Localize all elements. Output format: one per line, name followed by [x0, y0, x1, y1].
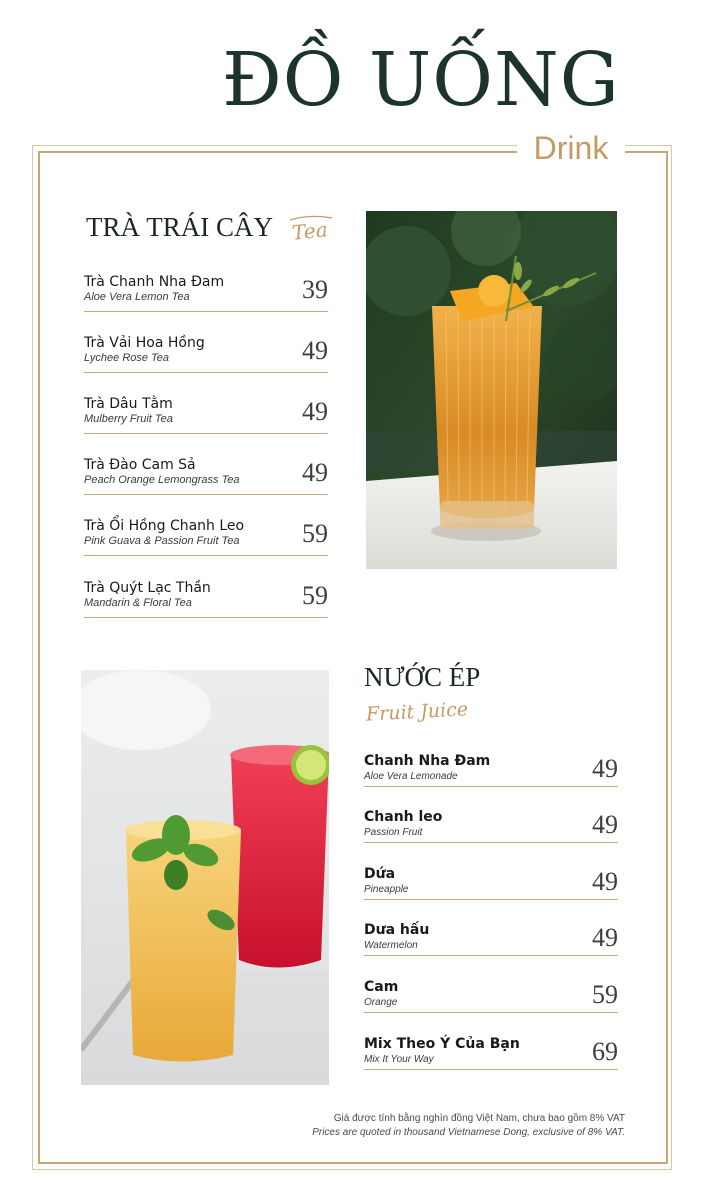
- menu-item: [364, 866, 618, 900]
- juice-script-label: Fruit Juice: [365, 698, 469, 726]
- menu-item: [364, 1036, 618, 1070]
- menu-item: [84, 457, 328, 495]
- item-price: 49: [302, 458, 328, 487]
- menu-item: [84, 396, 328, 434]
- item-name: Mix Theo Ý Của Bạn: [364, 1036, 520, 1052]
- item-name: Cam: [364, 979, 399, 995]
- tea-photo: [366, 211, 617, 569]
- item-english-name: Mandarin & Floral Tea: [84, 597, 192, 609]
- item-name: Trà Đào Cam Sả: [84, 457, 196, 473]
- menu-item: [84, 335, 328, 373]
- menu-item: [364, 922, 618, 956]
- item-price: 49: [592, 810, 618, 839]
- page-title: ĐỒ UỐNG: [222, 37, 620, 123]
- item-name: Trà Chanh Nha Đam: [84, 274, 225, 290]
- menu-item: [364, 753, 618, 787]
- item-english-name: Aloe Vera Lemon Tea: [84, 291, 190, 303]
- item-price: 49: [302, 397, 328, 426]
- item-name: Trà Dâu Tằm: [84, 396, 173, 412]
- item-name: Dứa: [364, 866, 396, 882]
- item-price: 59: [302, 581, 328, 610]
- item-price: 49: [592, 923, 618, 952]
- item-english-name: Aloe Vera Lemonade: [364, 771, 458, 782]
- item-price: 49: [592, 867, 618, 896]
- juice-section-title: NƯỚC ÉP: [364, 662, 481, 692]
- tea-script-underline: [286, 214, 336, 250]
- menu-item: [364, 809, 618, 843]
- item-english-name: Passion Fruit: [364, 827, 423, 838]
- item-name: Trà Vải Hoa Hồng: [84, 335, 205, 351]
- item-english-name: Orange: [364, 997, 398, 1008]
- tea-section-title: TRÀ TRÁI CÂY: [86, 212, 274, 242]
- item-price: 59: [302, 519, 328, 548]
- item-english-name: Watermelon: [364, 940, 418, 951]
- item-price: 59: [592, 980, 618, 1009]
- item-english-name: Mulberry Fruit Tea: [84, 413, 173, 425]
- item-price: 69: [592, 1037, 618, 1066]
- item-price: 39: [302, 275, 328, 304]
- item-price: 49: [592, 754, 618, 783]
- tea-script-label: Tea: [290, 217, 329, 245]
- menu-item: [84, 274, 328, 312]
- menu-item: [84, 580, 328, 618]
- item-english-name: Peach Orange Lemongrass Tea: [84, 474, 240, 486]
- item-name: Trà Quýt Lạc Thần: [84, 580, 211, 596]
- price-note-english: Prices are quoted in thousand Vietnamese Dong, exclusive of 8% VAT.: [312, 1127, 625, 1138]
- item-english-name: Pineapple: [364, 884, 409, 895]
- item-name: Trà Ổi Hồng Chanh Leo: [84, 518, 245, 534]
- price-note-vietnamese: Giá được tính bằng nghìn đồng Việt Nam, chưa bao gồm 8% VAT: [333, 1113, 625, 1124]
- menu-item: [364, 979, 618, 1013]
- item-name: Dưa hấu: [364, 922, 430, 938]
- item-price: 49: [302, 336, 328, 365]
- item-name: Chanh leo: [364, 809, 443, 825]
- item-english-name: Pink Guava & Passion Fruit Tea: [84, 535, 240, 547]
- item-english-name: Mix It Your Way: [364, 1054, 434, 1065]
- menu-item: [84, 518, 328, 556]
- juice-photo: [81, 670, 329, 1085]
- page-subtitle: Drink: [517, 128, 625, 168]
- item-english-name: Lychee Rose Tea: [84, 352, 170, 364]
- item-name: Chanh Nha Đam: [364, 753, 491, 769]
